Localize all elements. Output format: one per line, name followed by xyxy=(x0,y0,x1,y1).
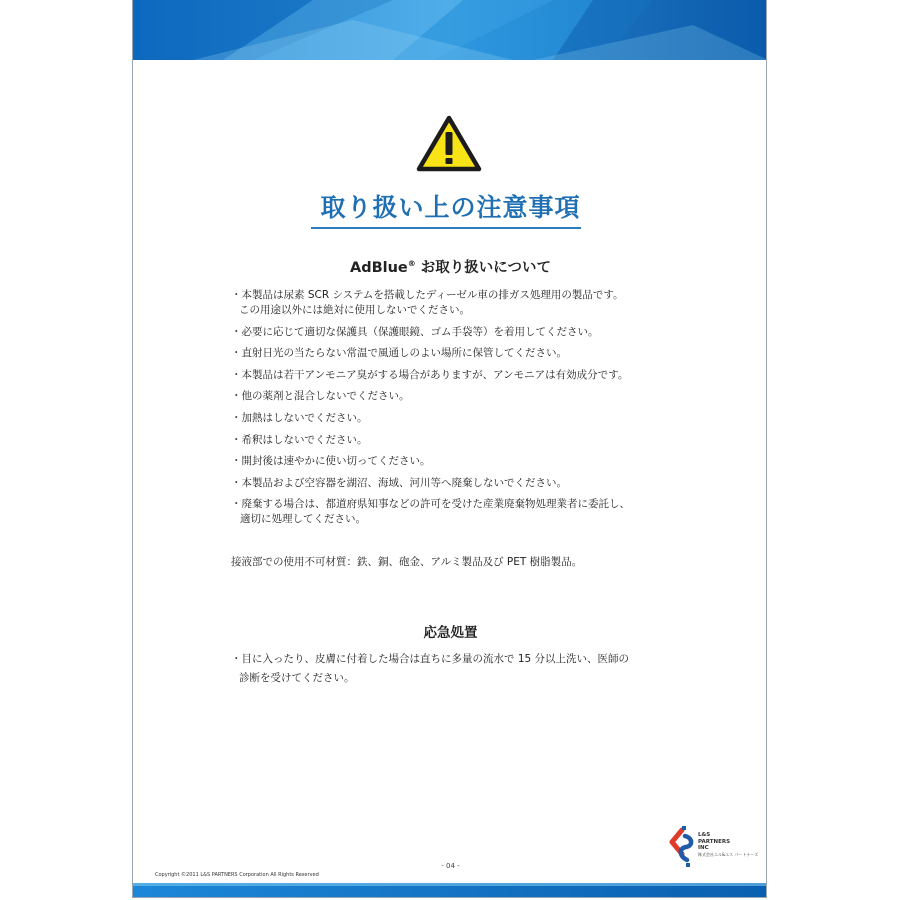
document-page xyxy=(132,0,767,898)
note-text: ・本製品および空容器を湖沼、海域、河川等へ廃棄しないでください。 xyxy=(231,476,567,489)
section-title xyxy=(133,256,767,277)
section-title-rest: お取り扱いについて xyxy=(415,260,552,276)
emergency-text-line: ・目に入ったり、皮膚に付着した場合は直ちに多量の流水で 15 分以上洗い、医師の xyxy=(231,653,630,665)
note-text: ・開封後は速やかに使い切ってください。 xyxy=(231,455,431,468)
list-item xyxy=(231,454,751,469)
list-item xyxy=(231,476,751,491)
note-text: ・廃棄する場合は、都道府県知事などの許可を受けた産業廃棄物処理業者に委託し、 xyxy=(231,498,630,511)
company-logo-mark xyxy=(669,826,695,868)
warning-icon xyxy=(416,115,482,173)
bottom-banner xyxy=(133,883,767,897)
emergency-title: 応急処置 xyxy=(423,625,478,641)
company-logo xyxy=(669,826,759,870)
page-title: 取り扱い上の注意事項 xyxy=(320,193,581,222)
logo-text-line: L&S xyxy=(698,832,711,838)
list-item xyxy=(231,288,751,318)
top-banner xyxy=(133,0,767,60)
note-text: ・必要に応じて適切な保護具（保護眼鏡、ゴム手袋等）を着用してください。 xyxy=(231,325,599,338)
page-number: - 04 - xyxy=(441,862,460,870)
list-item xyxy=(231,411,751,426)
registered-mark: ® xyxy=(407,259,416,269)
note-text: ・直射日光の当たらない常温で風通しのよい場所に保管してください。 xyxy=(231,347,567,360)
note-text-continued: この用途以外には絶対に使用しないでください。 xyxy=(239,304,470,316)
logo-text-line: PARTNERS xyxy=(698,838,731,845)
note-text-continued: 適切に処理してください。 xyxy=(240,513,366,526)
product-name: AdBlue xyxy=(349,260,408,276)
list-item xyxy=(231,389,751,404)
note-text: ・希釈はしないでください。 xyxy=(231,433,368,446)
list-item xyxy=(231,368,751,383)
list-item xyxy=(231,433,751,448)
emergency-text-continued: 診断を受けてください。 xyxy=(239,672,355,684)
logo-text-line: INC xyxy=(698,845,709,851)
list-item xyxy=(231,325,751,340)
list-item xyxy=(231,346,751,361)
list-item xyxy=(231,497,751,527)
logo-text xyxy=(698,832,758,858)
note-text: ・本製品は尿素 SCR システムを搭載したディーゼル車の排ガス処理用の製品です。 xyxy=(231,289,624,301)
note-text: ・他の薬剤と混合しないでください。 xyxy=(231,390,410,403)
copyright-text: Copyright ©2011 L&S PARTNERS Corporation All Rights Reserved xyxy=(155,872,319,878)
logo-text-japanese: 株式会社エル&エス パートナーズ xyxy=(698,851,759,857)
title-underline xyxy=(311,227,581,229)
note-text: ・本製品は若干アンモニア臭がする場合がありますが、アンモニアは有効成分です。 xyxy=(231,368,629,381)
handling-notes-list xyxy=(231,288,751,534)
emergency-text xyxy=(231,650,629,688)
note-text: ・加熱はしないでください。 xyxy=(231,411,368,424)
material-note: 接液部での使用不可材質：鉄、銅、砲金、アルミ製品及び PET 樹脂製品。 xyxy=(231,556,583,568)
